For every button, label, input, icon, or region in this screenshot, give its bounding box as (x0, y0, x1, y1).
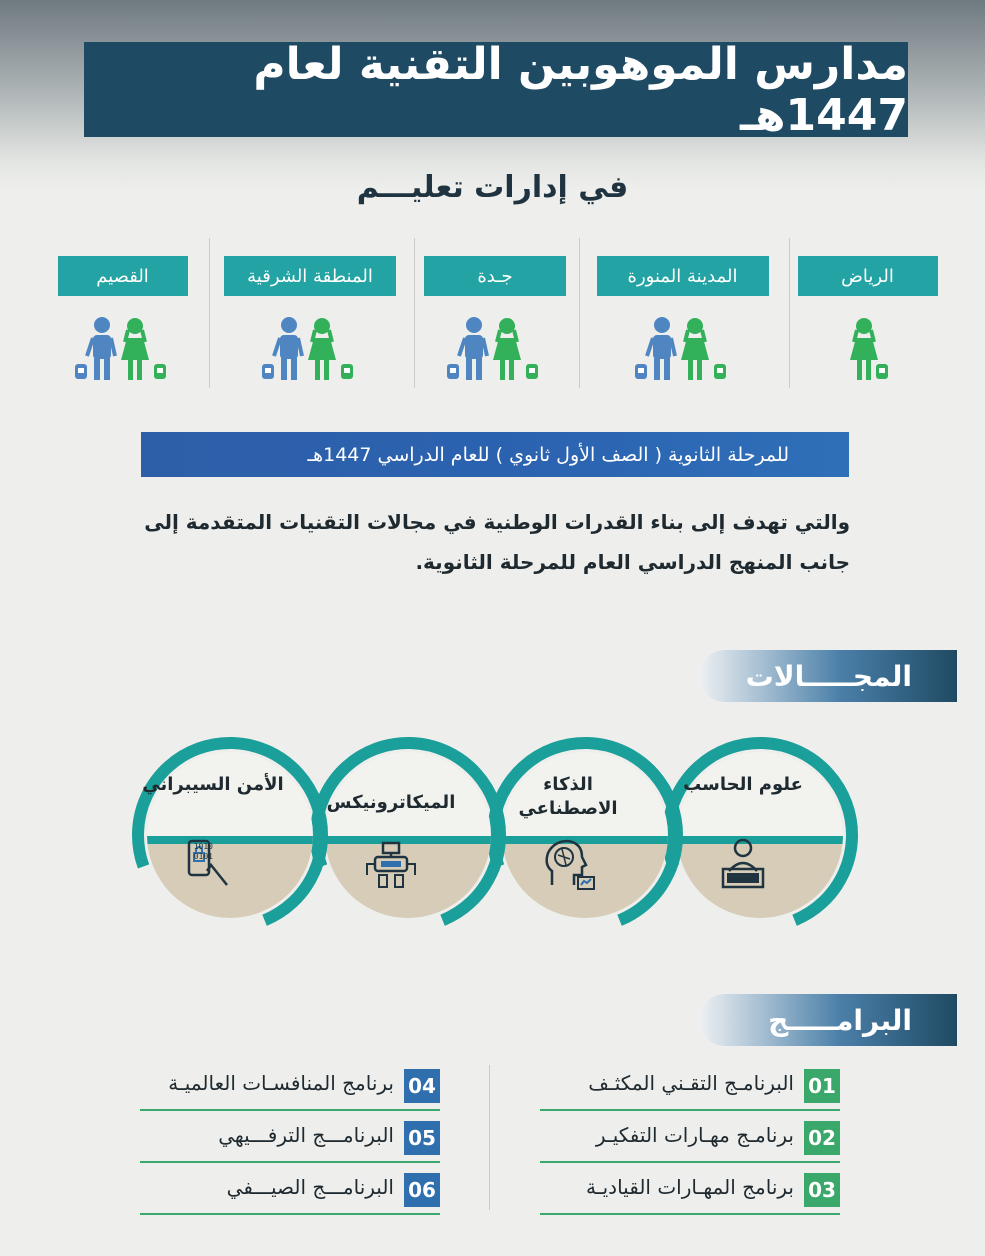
students-icon (262, 316, 358, 386)
program-number: 01 (804, 1069, 840, 1103)
program-number: 04 (404, 1069, 440, 1103)
field-mechatronics (308, 735, 508, 935)
program-label: البرنامـــج الترفـــيهي (218, 1123, 394, 1147)
cyber-security-icon (183, 835, 243, 895)
programs-divider (489, 1065, 490, 1210)
program-label: البرنامـج التقـني المكثـف (588, 1071, 794, 1095)
programs-list (140, 1065, 845, 1215)
program-item (140, 1117, 440, 1163)
field-cyber-security (130, 735, 330, 935)
computer-user-icon (713, 835, 773, 895)
kids-figure-pair (447, 316, 543, 386)
program-number: 02 (804, 1121, 840, 1155)
region-label: القصيم (58, 256, 188, 296)
program-underline (540, 1161, 840, 1163)
program-underline (140, 1213, 440, 1215)
program-item (540, 1117, 840, 1163)
program-item (140, 1169, 440, 1215)
program-label: برنامج المهـارات القياديـة (586, 1175, 794, 1199)
program-item (540, 1169, 840, 1215)
kids-figure-girl (846, 316, 890, 386)
region-qassim (40, 238, 205, 388)
programs-heading: البرامـــــج (699, 994, 957, 1046)
stage-ribbon: للمرحلة الثانوية ( الصف الأول ثانوي ) للعام الدراسي 1447هـ (141, 432, 849, 477)
girl-with-bag-icon (846, 316, 890, 386)
program-label: البرنامـــج الصيـــفي (226, 1175, 394, 1199)
kids-figure-pair (635, 316, 731, 386)
program-number: 03 (804, 1173, 840, 1207)
kids-figure-pair (262, 316, 358, 386)
students-icon (635, 316, 731, 386)
field-label: الذكاء الاصطناعي (518, 774, 618, 819)
ai-brain-icon (538, 835, 598, 895)
robot-icon (361, 835, 421, 895)
field-label: الأمن السيبراني (142, 774, 284, 795)
svg-text:1010: 1010 (193, 842, 213, 851)
region-jeddah (414, 238, 575, 388)
kids-figure-pair (75, 316, 171, 386)
program-underline (140, 1161, 440, 1163)
program-number: 06 (404, 1173, 440, 1207)
students-icon (447, 316, 543, 386)
field-label: الميكاترونيكس (326, 792, 456, 813)
program-label: برنامـج مهـارات التفكيـر (595, 1123, 794, 1147)
region-label: جـدة (424, 256, 566, 296)
regions-row (40, 238, 945, 388)
field-computer-science (660, 735, 860, 935)
program-item (540, 1065, 840, 1111)
program-item (140, 1065, 440, 1111)
page-subtitle: في إدارات تعليـــم (356, 170, 629, 205)
region-label: المنطقة الشرقية (224, 256, 396, 296)
region-riyadh (789, 238, 945, 388)
students-icon (75, 316, 171, 386)
program-underline (540, 1109, 840, 1111)
field-label: علوم الحاسب (683, 774, 803, 795)
program-number: 05 (404, 1121, 440, 1155)
region-eastern (209, 238, 410, 388)
region-label: الرياض (798, 256, 938, 296)
description-text: والتي تهدف إلى بناء القدرات الوطنية في مجالات التقنيات المتقدمة إلى جانب المنهج الدراسي العام للمرحلة الثانوية. (144, 510, 850, 574)
fields-circles (130, 735, 860, 945)
fields-heading: المجـــــالات (699, 650, 957, 702)
region-label: المدينة المنورة (597, 256, 769, 296)
program-underline (540, 1213, 840, 1215)
svg-text:0101: 0101 (193, 852, 213, 861)
program-label: برنامج المنافسـات العالميـة (168, 1071, 394, 1095)
program-underline (140, 1109, 440, 1111)
region-madinah (579, 238, 785, 388)
page-title: مدارس الموهوبين التقنية لعام 1447هـ (84, 42, 908, 137)
field-artificial-intelligence (485, 735, 685, 935)
